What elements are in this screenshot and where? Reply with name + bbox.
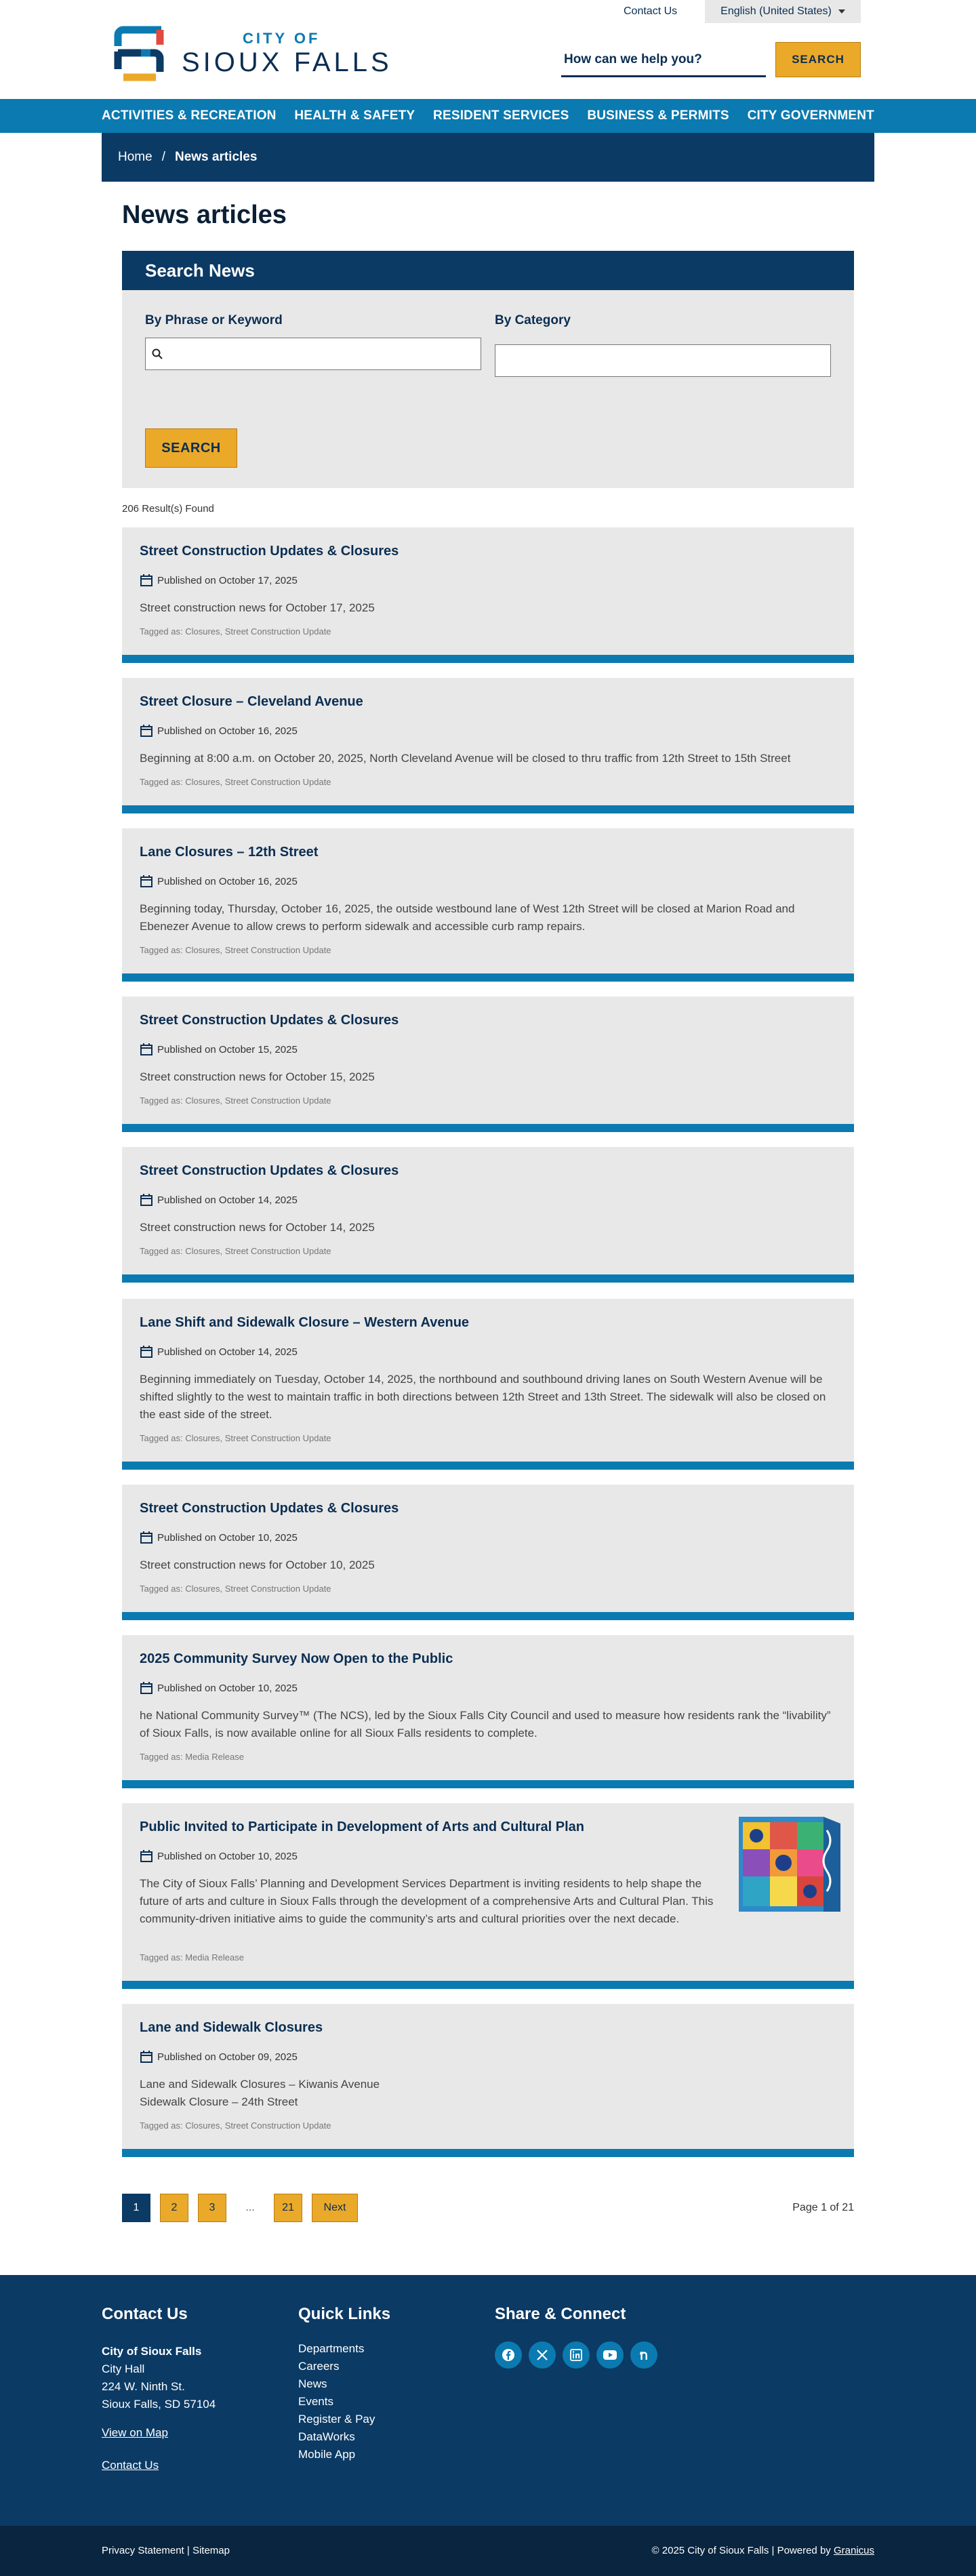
news-card-summary [140, 2076, 380, 2111]
calendar-icon [140, 1849, 153, 1863]
news-card [122, 678, 854, 813]
news-card-title[interactable]: Street Construction Updates & Closures [140, 1163, 399, 1178]
news-card-title[interactable]: Lane and Sidewalk Closures [140, 2020, 323, 2035]
footer-org-name: City of Sioux Falls [102, 2345, 202, 2358]
site-footer [0, 2275, 976, 2526]
facebook-icon[interactable] [495, 2341, 522, 2369]
footer-link-departments[interactable]: Departments [298, 2342, 365, 2355]
calendar-icon [140, 573, 153, 587]
news-card [122, 1485, 854, 1620]
keyword-label: By Phrase or Keyword [145, 313, 283, 327]
page-title: News articles [122, 201, 287, 229]
logo-city-text: CITY OF [243, 30, 321, 47]
calendar-icon [140, 1043, 153, 1056]
news-card [122, 1803, 854, 1989]
news-card-tags: Tagged as: Closures, Street Construction Update [140, 626, 331, 637]
news-card-summary: Street construction news for October 10, 2025 [140, 1558, 375, 1571]
page-3-link[interactable]: 3 [198, 2194, 226, 2222]
pagination [122, 2194, 358, 2222]
news-card [122, 2004, 854, 2157]
news-card-summary: Beginning today, Thursday, October 16, 2025, the outside westbound lane of West 12th Street will be closed at Marion Road and Ebenezer Avenue to allow crews to perform sidewalk and accessible curb ramp repairs. [140, 902, 795, 933]
calendar-icon [140, 1681, 153, 1695]
breadcrumb-separator: / [161, 150, 165, 164]
next-page-button[interactable]: Next [312, 2194, 358, 2222]
news-card-title[interactable]: Street Construction Updates & Closures [140, 1013, 399, 1028]
news-card-tags: Tagged as: Closures, Street Construction Update [140, 1095, 331, 1106]
calendar-icon [140, 874, 153, 888]
news-card-date: Published on October 16, 2025 [157, 725, 298, 737]
news-card-date: Published on October 14, 2025 [157, 1346, 298, 1358]
news-card-date: Published on October 10, 2025 [157, 1532, 298, 1544]
news-card [122, 828, 854, 982]
city-logo-mark-icon [114, 26, 164, 81]
footer-link-careers[interactable]: Careers [298, 2360, 340, 2373]
news-card-title[interactable]: Public Invited to Participate in Development of Arts and Cultural Plan [140, 1819, 585, 1834]
nav-business-permits[interactable]: BUSINESS & PERMITS [587, 108, 729, 123]
linkedin-icon[interactable] [563, 2341, 590, 2369]
main-nav [0, 99, 976, 133]
news-card-title[interactable]: Lane Closures – 12th Street [140, 845, 319, 860]
news-card-tags: Tagged as: Closures, Street Construction Update [140, 2120, 331, 2131]
news-card-tags: Tagged as: Closures, Street Construction Update [140, 1246, 331, 1256]
news-card-summary-line: Sidewalk Closure – 24th Street [140, 2095, 298, 2108]
news-card [122, 997, 854, 1132]
news-card-thumbnail[interactable] [739, 1817, 840, 1912]
news-card-title[interactable]: Lane Shift and Sidewalk Closure – Western Avenue [140, 1315, 470, 1330]
site-logo[interactable] [114, 26, 392, 81]
results-count: 206 Result(s) Found [122, 503, 214, 515]
category-label: By Category [495, 313, 571, 327]
nav-city-government[interactable]: CITY GOVERNMENT [747, 108, 874, 123]
news-card [122, 527, 854, 663]
nav-activities-recreation[interactable]: ACTIVITIES & RECREATION [102, 108, 277, 123]
news-search-panel [122, 251, 854, 488]
footer-quick-links-heading: Quick Links [298, 2305, 391, 2323]
footer-link-events[interactable]: Events [298, 2395, 333, 2408]
breadcrumb-current: News articles [174, 150, 258, 164]
news-card-summary: Street construction news for October 15, 2025 [140, 1070, 375, 1083]
news-card-summary: Beginning at 8:00 a.m. on October 20, 2025, North Cleveland Avenue will be closed to thru traffic from 12th Street to 15th Street [140, 752, 791, 765]
copyright-text: © 2025 City of Sioux Falls | Powered by [651, 2545, 831, 2556]
footer-contact-us-link[interactable]: Contact Us [102, 2459, 159, 2472]
breadcrumb-home[interactable]: Home [118, 150, 152, 164]
news-card-summary: Beginning immediately on Tuesday, October 14, 2025, the northbound and southbound driving lanes on South Western Avenue will be shifted slightly to the west to maintain traffic in both directions between 12th Street and 13th Street. The sidewalk will also be closed on the east side of the street. [140, 1373, 826, 1421]
news-card-tags: Tagged as: Closures, Street Construction Update [140, 1584, 331, 1594]
news-card-title[interactable]: Street Closure – Cleveland Avenue [140, 694, 363, 709]
contact-us-link[interactable]: Contact Us [624, 5, 678, 17]
news-card-date: Published on October 16, 2025 [157, 876, 298, 887]
youtube-icon[interactable] [596, 2341, 624, 2369]
page-1-link[interactable]: 1 [122, 2194, 150, 2222]
category-select[interactable] [495, 344, 831, 377]
news-card-tags: Tagged as: Closures, Street Construction Update [140, 777, 331, 787]
nextdoor-icon[interactable] [630, 2341, 657, 2369]
view-on-map-link[interactable]: View on Map [102, 2426, 168, 2439]
news-card [122, 1299, 854, 1470]
news-card-date: Published on October 09, 2025 [157, 2051, 298, 2063]
footer-link-register-pay[interactable]: Register & Pay [298, 2413, 375, 2426]
footer-share-heading: Share & Connect [495, 2305, 626, 2323]
nav-resident-services[interactable]: RESIDENT SERVICES [433, 108, 569, 123]
site-search-button[interactable]: SEARCH [775, 42, 861, 77]
page-ellipsis: ... [245, 2202, 255, 2213]
news-search-button[interactable]: SEARCH [145, 428, 237, 468]
footer-link-news[interactable]: News [298, 2377, 327, 2390]
nav-health-safety[interactable]: HEALTH & SAFETY [294, 108, 415, 123]
breadcrumb [102, 133, 874, 182]
news-card-date: Published on October 10, 2025 [157, 1851, 298, 1862]
granicus-link[interactable]: Granicus [833, 2545, 874, 2556]
news-card-summary: Street construction news for October 14, 2025 [140, 1221, 375, 1234]
utility-bar [0, 0, 976, 24]
news-card-summary: The City of Sioux Falls’ Planning and Development Services Department is inviting residents to help shape the future of arts and culture in Sioux Falls through the development of a comprehensive Arts and Cultural Plan. This community-driven initiative aims to guide the community’s arts and cultural priorities over the next decade. [140, 1877, 714, 1925]
social-links [495, 2341, 657, 2369]
news-card-tags: Tagged as: Media Release [140, 1752, 244, 1762]
page-21-link[interactable]: 21 [274, 2194, 302, 2222]
footer-bottom-bar [0, 2526, 976, 2576]
footer-address-line: City Hall [102, 2362, 145, 2375]
news-card-summary: he National Community Survey™ (The NCS), led by the Sioux Falls City Council and used to measure how residents rank the “livability” of Sioux Falls, is now available online for all Sioux Falls residents to complete. [140, 1709, 831, 1739]
footer-address-line: Sioux Falls, SD 57104 [102, 2398, 216, 2411]
news-card-tags: Tagged as: Closures, Street Construction Update [140, 945, 331, 955]
x-icon[interactable] [529, 2341, 556, 2369]
calendar-icon [140, 1193, 153, 1207]
language-value: English (United States) [720, 5, 832, 17]
news-card-title[interactable]: Street Construction Updates & Closures [140, 544, 399, 559]
search-icon [152, 348, 163, 359]
news-card [122, 1635, 854, 1788]
search-panel-heading: Search News [122, 251, 854, 290]
news-card-date: Published on October 15, 2025 [157, 1044, 298, 1055]
calendar-icon [140, 1531, 153, 1544]
keyword-input[interactable] [145, 338, 481, 370]
calendar-icon [140, 2050, 153, 2064]
news-card-title[interactable]: 2025 Community Survey Now Open to the Public [140, 1651, 453, 1666]
news-card-date: Published on October 10, 2025 [157, 1683, 298, 1694]
news-card-title[interactable]: Street Construction Updates & Closures [140, 1501, 399, 1516]
news-card-summary-line: Lane and Sidewalk Closures – Kiwanis Avenue [140, 2078, 380, 2091]
news-card-date: Published on October 14, 2025 [157, 1194, 298, 1206]
news-card [122, 1147, 854, 1283]
logo-name-text: SIOUX FALLS [182, 47, 392, 77]
page-2-link[interactable]: 2 [160, 2194, 188, 2222]
footer-contact-heading: Contact Us [102, 2305, 188, 2323]
caret-down-icon [838, 9, 845, 14]
copyright [652, 2545, 874, 2556]
footer-address-line: 224 W. Ninth St. [102, 2380, 185, 2393]
language-select[interactable] [705, 0, 861, 23]
footer-link-dataworks[interactable]: DataWorks [298, 2430, 355, 2443]
calendar-icon [140, 1345, 153, 1359]
calendar-icon [140, 724, 153, 738]
news-card-summary: Street construction news for October 17, 2025 [140, 601, 375, 614]
footer-link-mobile-app[interactable]: Mobile App [298, 2448, 356, 2461]
page-status: Page 1 of 21 [792, 2202, 854, 2213]
privacy-sitemap-links[interactable]: Privacy Statement | Sitemap [102, 2545, 230, 2556]
news-card-date: Published on October 17, 2025 [157, 575, 298, 586]
news-card-tags: Tagged as: Closures, Street Construction Update [140, 1433, 331, 1443]
news-card-tags: Tagged as: Media Release [140, 1952, 244, 1963]
site-search-input[interactable] [561, 43, 766, 77]
